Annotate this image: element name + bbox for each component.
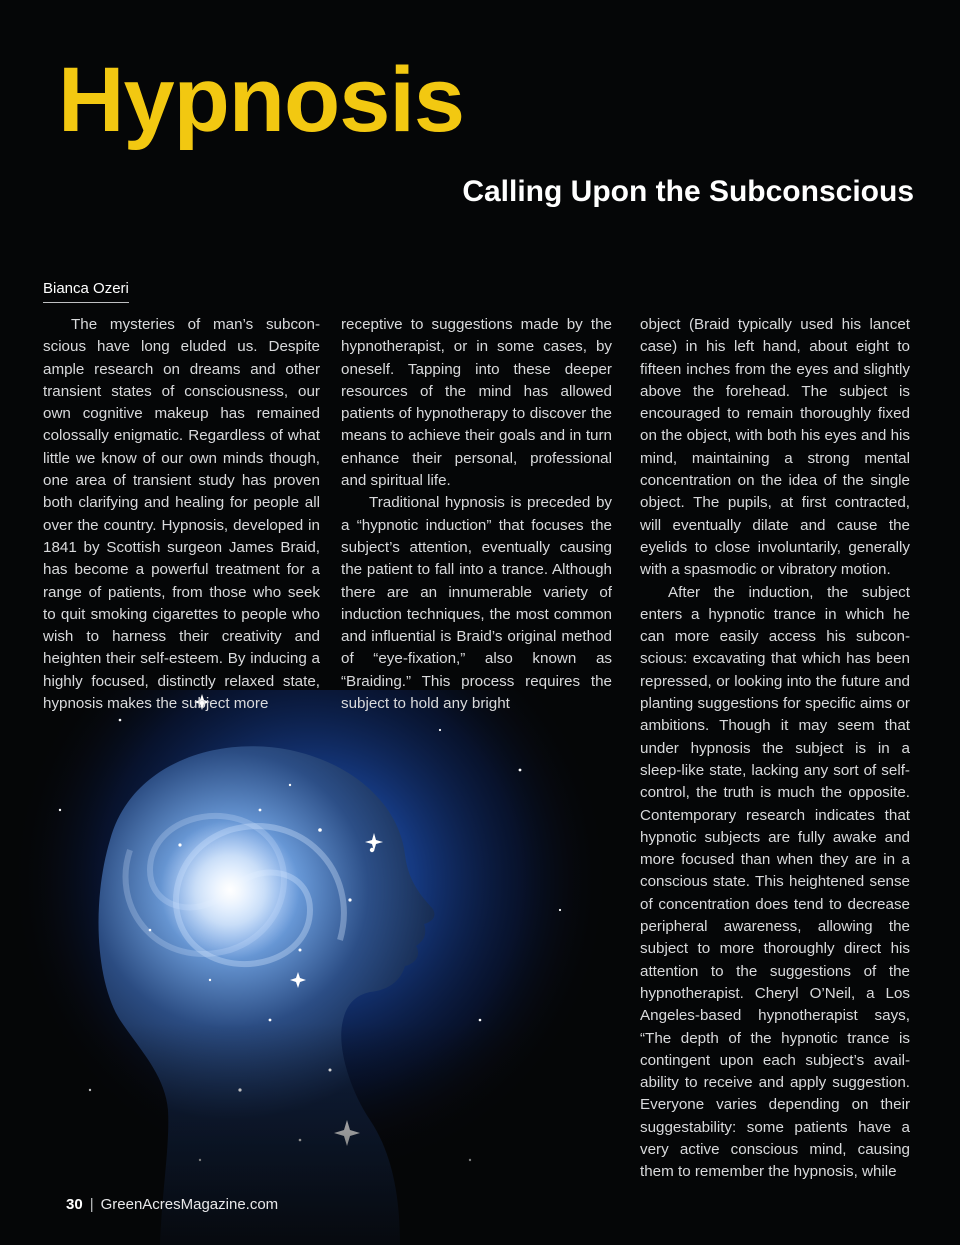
paragraph: object (Braid typically used his lancet case) in his left hand, about eight to fifteen inches from the eyes and slightly above the forehead. The subject is encouraged to remain thoroughly fixed on the object, with both his eyes and his mind, maintaining a strong mental concentration on the idea of the single object. The pupils, at first contracted, will eventually dilate and cause the eyelids to close involuntarily, generally with a spasmodic or vibratory motion. [640,316,910,579]
page-number: 30 [66,1196,83,1213]
article-column-3 [640,314,910,1184]
article-title: Hypnosis [58,49,465,151]
author-byline: Bianca Ozeri [43,279,129,303]
galaxy-head-silhouette-illustration [0,690,640,1245]
article-column-1 [43,314,320,715]
paragraph: After the induction, the subject enters a hypnotic trance in which he can more easily access his subconscious: excavating that which has been repressed, or looking into the future and planting suggestions for specific aims or ambitions. Though it may seem that under hypnosis the subject is in a sleep-like state, lacking any sort of self-control, the truth is much the opposite. Contemporary research indicates that hypnotic subjects are fully awake and more focused than when they are in a conscious state. This heightened sense of concentration does tend to decrease peripheral awareness, allowing the subject to more thoroughly direct his attention to the suggestions of the hypnotherapist. Cheryl O’Neil, a Los Angeles-based hypnotherapist says, “The depth of the hypnotic trance is contingent upon each subject’s availability to receive and apply suggestion. Everyone varies depending on their suggestability: some patients have a very active conscious mind, causing them to remember the hypnosis, while [640,583,910,1181]
article-subtitle: Calling Upon the Subconscious [462,175,914,208]
paragraph: The mysteries of man’s subconscious have long eluded us. Despite ample research on dreams and other transient states of consciousness, our own cognitive makeup has remained colossally enigmatic. Regardless of what little we know of our own minds though, one area of transient study has proven both clarifying and healing for people all over the country. Hypnosis, developed in 1841 by Scottish surgeon James Braid, has become a powerful treatment for a range of patients, from those who seek to quit smoking cigarettes to people who wish to harness their creativity and heighten their self-esteem. By inducing a highly focused, distinctly relaxed state, hypnosis makes the subject more [43,316,320,713]
paragraph: receptive to suggestions made by the hypnotherapist, or in some cases, by oneself. Tapping into these deeper resources of the mind has allowed patients of hypnotherapy to discover the means to achieve their goals and in turn enhance their personal, professional and spiritual life. [341,316,612,490]
magazine-website: GreenAcresMagazine.com [100,1196,279,1213]
page-footer [66,1194,278,1216]
footer-separator: | [89,1196,94,1213]
paragraph: Traditional hypnosis is preceded by a “hypnotic induction” that focuses the subject’s attention, eventually causing the patient to fall into a trance. Although there are an innumerable variety of induction techniques, the most common and influential is Braid’s original method of “eye-fixation,” also known as “Braiding.” This process requires the subject to hold any bright [341,494,612,713]
article-column-2 [341,314,612,715]
